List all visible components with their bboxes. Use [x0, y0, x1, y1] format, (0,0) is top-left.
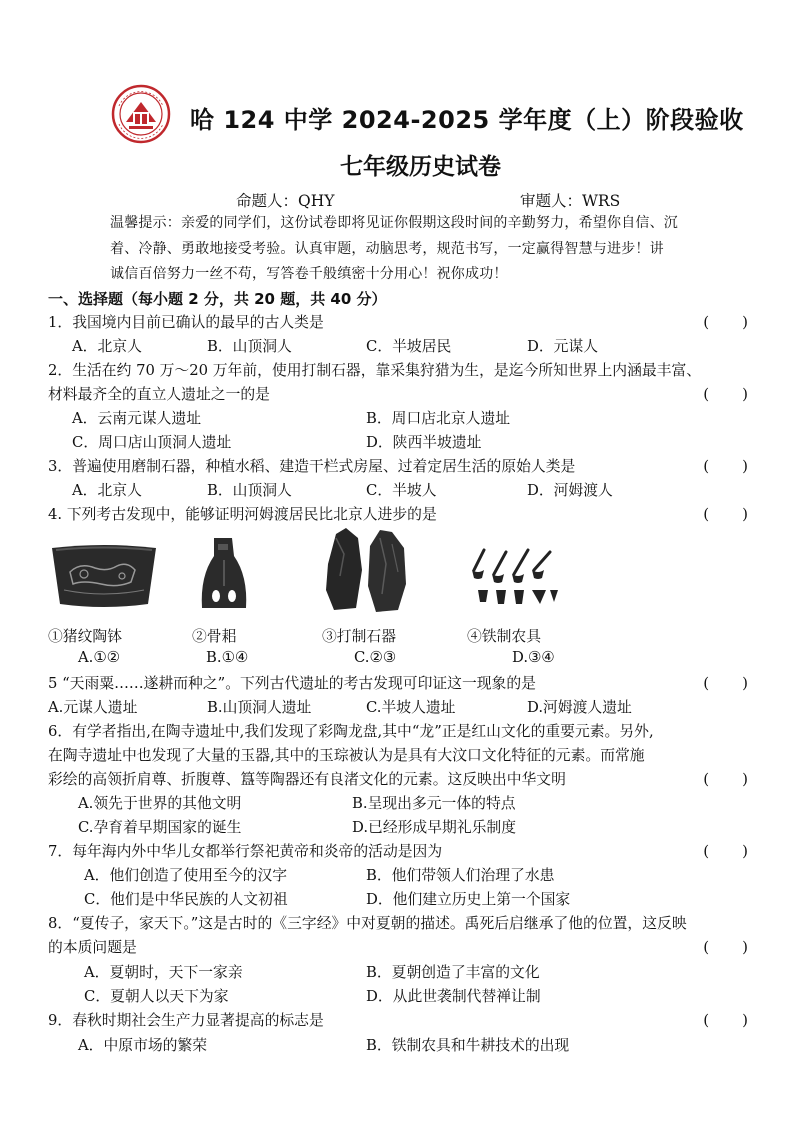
q5-answer-paren[interactable]: ( ): [703, 674, 749, 692]
q7-option-a[interactable]: A．他们创造了使用至今的汉字: [84, 867, 288, 884]
q6-option-a[interactable]: A.领先于世界的其他文明: [78, 795, 242, 812]
q3-answer-paren[interactable]: ( ): [703, 457, 749, 475]
q3-option-a[interactable]: A．北京人: [72, 482, 142, 499]
pig-pattern-pottery-bowl-image: [50, 542, 158, 610]
q3-stem: 3．普遍使用磨制石器，种植水稻、建造干栏式房屋、过着定居生活的原始人类是: [48, 458, 576, 475]
q6-stem-1: 6．有学者指出,在陶寺遗址中,我们发现了彩陶龙盘,其中“龙”正是红山文化的重要元素。另外,: [48, 723, 654, 740]
q9-option-a[interactable]: A．中原市场的繁荣: [78, 1037, 208, 1054]
author-line: 命题人：QHY: [236, 192, 335, 210]
q4-caption-3: ③打制石器: [322, 628, 396, 645]
page-title: 哈 124 中学 2024-2025 学年度（上）阶段验收: [190, 106, 744, 134]
q5-option-b[interactable]: B.山顶洞人遗址: [207, 699, 312, 716]
q9-answer-paren[interactable]: ( ): [703, 1011, 749, 1029]
q6-option-b[interactable]: B.呈现出多元一体的特点: [352, 795, 516, 812]
q7-option-d[interactable]: D．他们建立历史上第一个国家: [366, 891, 571, 908]
q1-option-a[interactable]: A．北京人: [72, 338, 142, 355]
q5-option-a[interactable]: A.元谋人遗址: [48, 699, 138, 716]
iron-farm-tools-image: [470, 546, 560, 608]
q8-stem-2: 的本质问题是: [48, 939, 137, 956]
section-heading: 一、选择题（每小题 2 分，共 20 题，共 40 分）: [48, 290, 387, 308]
q4-caption-2: ②骨耜: [192, 628, 237, 645]
q4-option-d[interactable]: D.③④: [512, 649, 555, 666]
q6-stem-2: 在陶寺遗址中也发现了大量的玉器,其中的玉琮被认为是具有大汶口文化特征的元素。而常施: [48, 747, 645, 764]
q8-option-d[interactable]: D．从此世袭制代替禅让制: [366, 988, 541, 1005]
q9-option-b[interactable]: B．铁制农具和牛耕技术的出现: [366, 1037, 570, 1054]
q7-option-c[interactable]: C．他们是中华民族的人文初祖: [84, 891, 288, 908]
hint-line-3: 诚信百倍努力一丝不苟，写答卷千般缜密十分用心！祝你成功！: [110, 266, 508, 282]
q3-option-b[interactable]: B．山顶洞人: [207, 482, 292, 499]
q6-stem-3: 彩绘的高领折肩尊、折腹尊、簋等陶器还有良渚文化的元素。这反映出中华文明: [48, 771, 566, 788]
q2-stem-2: 材料最齐全的直立人遗址之一的是: [48, 386, 270, 403]
q2-option-c[interactable]: C．周口店山顶洞人遗址: [72, 434, 232, 451]
q8-option-a[interactable]: A．夏朝时，天下一家亲: [84, 964, 243, 981]
bone-spade-image: [196, 536, 252, 612]
q2-option-d[interactable]: D．陕西半坡遗址: [366, 434, 482, 451]
school-logo: [111, 84, 171, 144]
q1-option-b[interactable]: B．山顶洞人: [207, 338, 292, 355]
q2-answer-paren[interactable]: ( ): [703, 385, 749, 403]
q1-option-d[interactable]: D．元谋人: [527, 338, 599, 355]
q4-caption-4: ④铁制农具: [467, 628, 541, 645]
q4-option-a[interactable]: A.①②: [78, 649, 120, 666]
q2-stem-1: 2．生活在约 70 万～20 万年前，使用打制石器，靠采集狩猎为生，是迄今所知世界上内涵最丰富、: [48, 362, 702, 379]
q4-stem: 4. 下列考古发现中，能够证明河姆渡居民比北京人进步的是: [48, 506, 437, 523]
q6-option-c[interactable]: C.孕育着早期国家的诞生: [78, 819, 242, 836]
q1-option-c[interactable]: C．半坡居民: [366, 338, 452, 355]
q5-stem: 5 “天雨粟……遂耕而种之”。下列古代遗址的考古发现可印证这一现象的是: [48, 675, 536, 692]
hint-line-1: 温馨提示：亲爱的同学们，这份试卷即将见证你假期这段时间的辛勤努力，希望你自信、沉: [110, 215, 678, 231]
q7-answer-paren[interactable]: ( ): [703, 842, 749, 860]
q1-answer-paren[interactable]: ( ): [703, 313, 749, 331]
hint-line-2: 着、冷静、勇敢地接受考验。认真审题，动脑思考，规范书写，一定赢得智慧与进步！讲: [110, 241, 664, 257]
q4-option-c[interactable]: C.②③: [354, 649, 397, 666]
q8-stem-1: 8．“夏传子，家天下。”这是古时的《三字经》中对夏朝的描述。禹死后启继承了他的位置，这反映: [48, 915, 687, 932]
q9-stem: 9．春秋时期社会生产力显著提高的标志是: [48, 1012, 324, 1029]
chipped-stone-tools-image: [322, 524, 410, 616]
q1-stem: 1．我国境内目前已确认的最早的古人类是: [48, 314, 324, 331]
q2-option-a[interactable]: A．云南元谋人遗址: [72, 410, 202, 427]
q7-stem: 7．每年海内外中华儿女都举行祭祀黄帝和炎帝的活动是因为: [48, 843, 443, 860]
q6-answer-paren[interactable]: ( ): [703, 770, 749, 788]
q8-option-b[interactable]: B．夏朝创造了丰富的文化: [366, 964, 540, 981]
q7-option-b[interactable]: B．他们带领人们治理了水患: [366, 867, 555, 884]
q3-option-c[interactable]: C．半坡人: [366, 482, 437, 499]
q5-option-c[interactable]: C.半坡人遗址: [366, 699, 456, 716]
reviewer-line: 审题人：WRS: [520, 192, 621, 210]
q4-option-b[interactable]: B.①④: [206, 649, 249, 666]
q2-option-b[interactable]: B．周口店北京人遗址: [366, 410, 511, 427]
q4-answer-paren[interactable]: ( ): [703, 505, 749, 523]
q3-option-d[interactable]: D．河姆渡人: [527, 482, 613, 499]
q8-option-c[interactable]: C．夏朝人以天下为家: [84, 988, 229, 1005]
q4-caption-1: ①猪纹陶钵: [48, 628, 122, 645]
q5-option-d[interactable]: D.河姆渡人遗址: [527, 699, 632, 716]
page-subtitle: 七年级历史试卷: [340, 154, 501, 180]
q6-option-d[interactable]: D.已经形成早期礼乐制度: [352, 819, 517, 836]
q8-answer-paren[interactable]: ( ): [703, 938, 749, 956]
